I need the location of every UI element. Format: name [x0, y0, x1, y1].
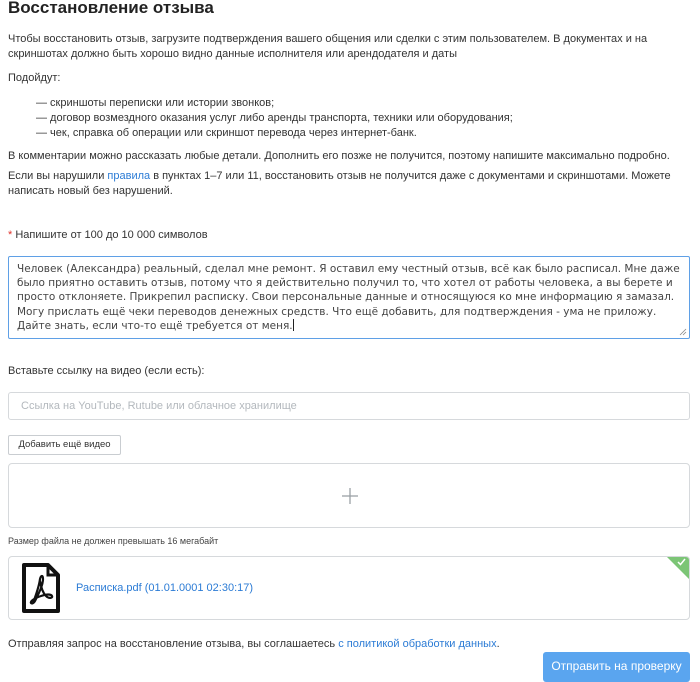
text-caret [293, 319, 294, 331]
intro-text: Чтобы восстановить отзыв, загрузите подтверждения вашего общения или сделки с этим пользователем. В документах и на скриншотах должно быть хорошо видно данные исполнителя или арендодателя и даты [8, 33, 648, 60]
rules-note [8, 169, 692, 199]
file-dropzone[interactable] [8, 463, 690, 528]
video-url-input[interactable]: Ссылка на YouTube, Rutube или облачное хранилище [8, 392, 690, 420]
check-icon [677, 558, 686, 566]
textarea-label-text: Напишите от 100 до 10 000 символов [15, 229, 208, 241]
attached-file-card [8, 556, 690, 620]
submit-button[interactable]: Отправить на проверку [543, 652, 690, 682]
required-mark: * [8, 229, 13, 241]
privacy-policy-link[interactable]: с политикой обработки данных [338, 638, 497, 650]
comment-textarea-value: Человек (Александра) реальный, сделал мне ремонт. Я оставил ему честный отзыв, всё как было расписал. Мне даже было приятно оставить отзыв, потому что я действительно получил то, что хотел от работы человека, а вы берете и просто отклоняете. Прикрепил расписку. Свои персональные данные и относящуюся ко мне информацию я замазал. Могу прислать ещё чеки переводов денежных средств. Что ещё добавить, для подтверждения - ума не приложу. Дайте знать, если что-то ещё требуется от меня. [17, 263, 680, 332]
list-item: — скриншоты переписки или истории звонков; [36, 97, 275, 109]
comment-note: В комментарии можно рассказать любые детали. Дополнить его позже не получится, поэтому напишите максимально подробно. [8, 150, 670, 162]
comment-textarea[interactable] [8, 256, 690, 339]
add-video-button[interactable]: Добавить ещё видео [8, 435, 121, 455]
plus-icon [341, 487, 359, 505]
rules-note-text: Если вы нарушили [8, 170, 108, 182]
rules-note-text: в пунктах 1–7 или 11, восстановить отзыв не получится даже с документами и скриншотами. Можете написать новый без нарушений. [8, 170, 671, 197]
suitable-list [36, 96, 513, 141]
attached-file-link[interactable]: Расписка.pdf (01.01.0001 02:30:17) [76, 582, 254, 594]
list-item: — чек, справка об операции или скриншот перевода через интернет-банк. [36, 127, 417, 139]
file-size-note: Размер файла не должен превышать 16 мегабайт [8, 536, 219, 546]
list-item: — договор возмездного оказания услуг либо аренды транспорта, техники или оборудования; [36, 112, 513, 124]
rules-link[interactable]: правила [107, 170, 151, 182]
suitable-label: Подойдут: [8, 72, 61, 84]
resize-handle-icon[interactable] [679, 328, 687, 336]
pdf-file-icon [21, 563, 61, 613]
page-title: Восстановление отзыва [8, 0, 214, 17]
consent-text-part: . [496, 638, 500, 650]
consent-text-part: Отправляя запрос на восстановление отзыва, вы соглашаетесь [8, 638, 339, 650]
consent-text [8, 637, 692, 652]
textarea-label [8, 228, 208, 243]
video-label: Вставьте ссылку на видео (если есть): [8, 365, 205, 377]
